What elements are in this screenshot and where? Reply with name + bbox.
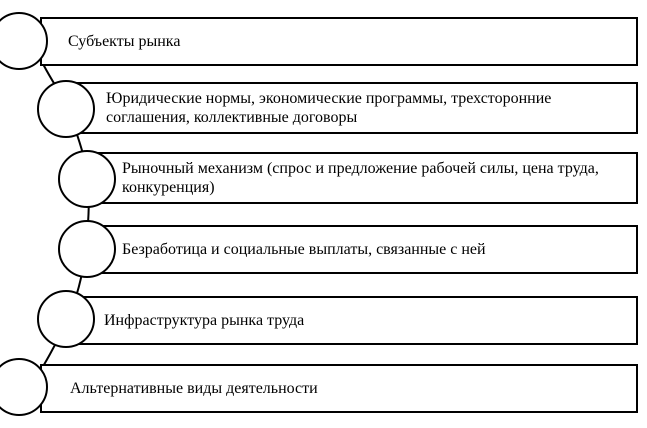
step-box-6 (40, 364, 638, 413)
step-box-2 (74, 82, 638, 134)
step-box-1 (40, 17, 638, 66)
step-box-4 (92, 225, 638, 274)
step-label-6: Альтернативные виды деятельности (70, 380, 318, 397)
step-box-5 (74, 296, 638, 345)
step-label-2: Юридические нормы, экономические программы, трехсторонние соглашения, коллективные договоры (106, 90, 552, 126)
step-label-5: Инфраструктура рынка труда (104, 312, 305, 329)
step-circle-2 (37, 80, 95, 138)
step-circle-5 (37, 290, 95, 348)
step-label-3: Рыночный механизм (спрос и предложение рабочей силы, цена труда, конкуренция) (122, 160, 599, 196)
step-circle-4 (58, 220, 116, 278)
step-label-4: Безработица и социальные выплаты, связанные с ней (122, 241, 486, 258)
step-box-3 (92, 152, 638, 204)
step-label-1: Субъекты рынка (68, 33, 181, 50)
step-circle-3 (58, 150, 116, 208)
